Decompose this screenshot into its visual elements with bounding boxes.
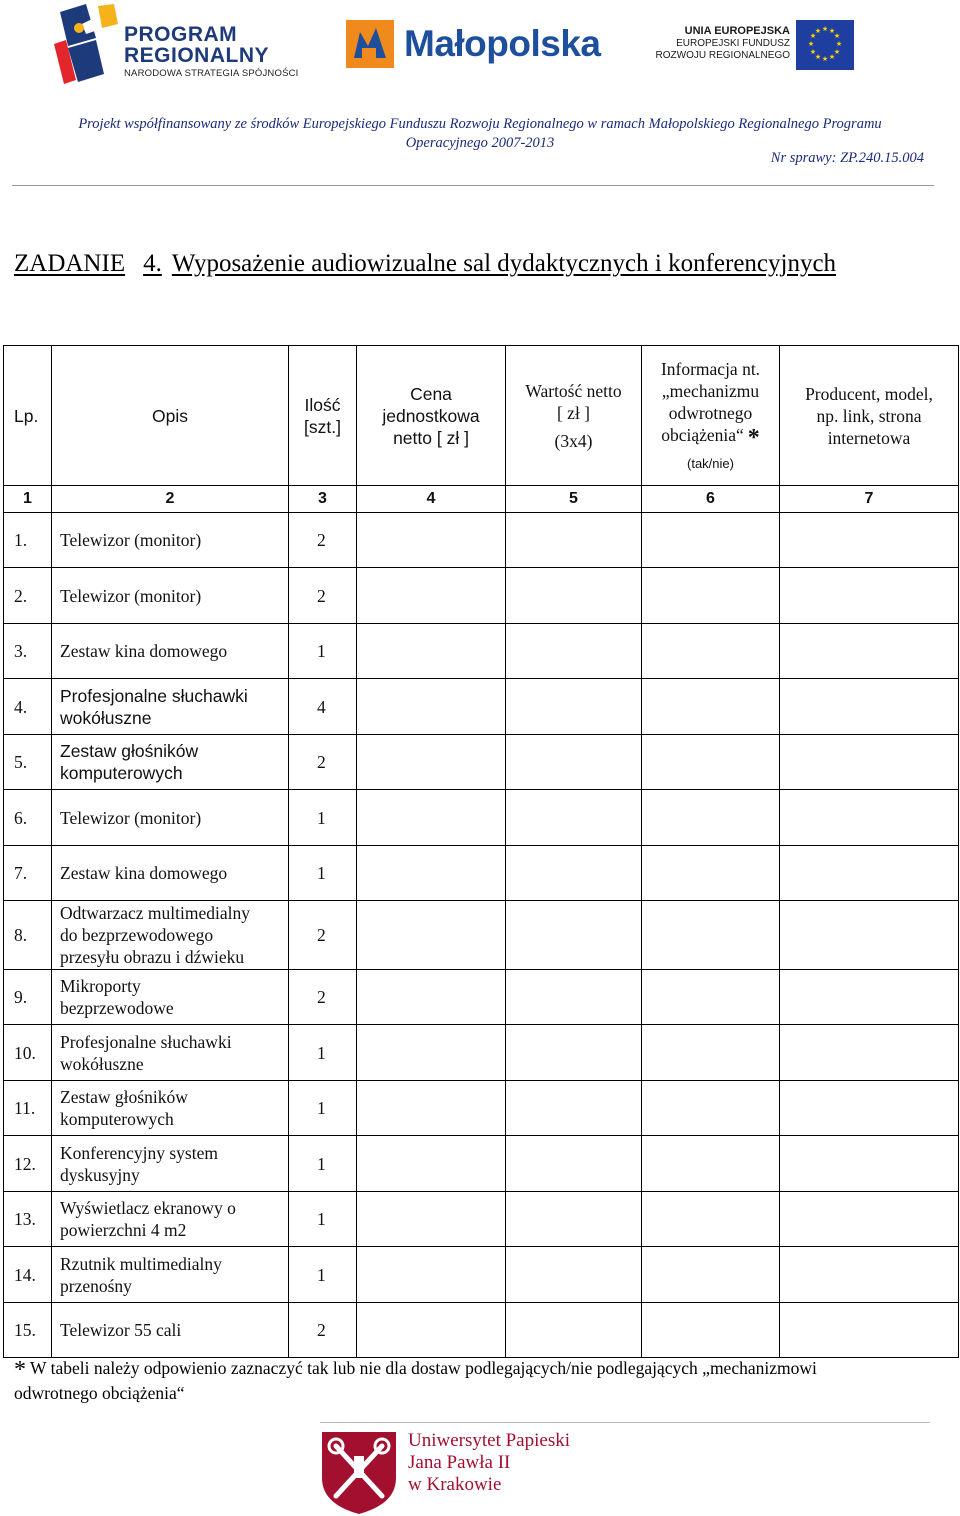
svg-text:★: ★ (828, 27, 836, 35)
column-number-row (4, 486, 959, 513)
row-opis (52, 1025, 289, 1081)
svg-text:★: ★ (821, 55, 829, 63)
row-lp: 3. (4, 624, 52, 679)
row-opis (52, 970, 289, 1025)
column-number: 2 (52, 486, 289, 513)
program-regionalny-emblem (52, 4, 122, 84)
table-row (4, 846, 959, 901)
table-row (4, 1081, 959, 1136)
unit-price-cell[interactable] (357, 1192, 506, 1247)
row-lp: 2. (4, 568, 52, 624)
row-opis-line: Profesjonalne słuchawki (60, 685, 248, 706)
row-lp: 8. (4, 901, 52, 970)
footnote-line2: odwrotnego obciążenia“ (14, 1383, 185, 1403)
unit-price-cell[interactable] (357, 735, 506, 790)
header-producent-line3: internetowa (827, 427, 911, 448)
reverse-charge-cell[interactable] (642, 735, 780, 790)
row-opis (52, 624, 289, 679)
column-number: 7 (780, 486, 959, 513)
unit-price-cell[interactable] (357, 790, 506, 846)
net-value-cell[interactable] (506, 1303, 642, 1358)
row-opis-line: Mikroporty (60, 976, 141, 996)
university-line3: w Krakowie (408, 1474, 502, 1495)
row-opis (52, 1247, 289, 1303)
reverse-charge-cell[interactable] (642, 1192, 780, 1247)
net-value-cell[interactable] (506, 735, 642, 790)
footnote-star: * (14, 1357, 26, 1383)
reverse-charge-cell[interactable] (642, 568, 780, 624)
producer-cell[interactable] (780, 901, 959, 970)
ue-line1: UNIA EUROPEJSKA (684, 25, 790, 37)
row-opis (52, 679, 289, 735)
header-cena (357, 346, 506, 486)
producer-cell[interactable] (780, 1303, 959, 1358)
university-logo (318, 1426, 618, 1514)
header-info-star: * (747, 425, 760, 451)
ue-line3: ROZWOJU REGIONALNEGO (655, 50, 790, 61)
university-crest-icon (318, 1426, 400, 1514)
producer-cell[interactable] (780, 970, 959, 1025)
row-opis-line: komputerowych (60, 1109, 174, 1129)
row-lp: 1. (4, 513, 52, 568)
row-opis-line: komputerowych (60, 763, 183, 783)
row-opis-line: Zestaw kina domowego (60, 641, 228, 661)
ue-line2: EUROPEJSKI FUNDUSZ (676, 38, 790, 49)
row-quantity: 2 (289, 568, 357, 624)
svg-text:★: ★ (807, 40, 815, 48)
table-row (4, 735, 959, 790)
header-divider (12, 185, 934, 186)
header-lp: Lp. (4, 346, 52, 486)
row-opis-line: Zestaw głośników (60, 1087, 188, 1107)
header-ilosc-line1: Ilość (304, 394, 341, 415)
unit-price-cell[interactable] (357, 901, 506, 970)
row-lp: 13. (4, 1192, 52, 1247)
row-opis-line: do bezprzewodowego (60, 925, 214, 945)
table-row (4, 513, 959, 568)
svg-text:★: ★ (809, 48, 817, 56)
row-opis (52, 1136, 289, 1192)
program-regionalny-logo (52, 4, 322, 84)
net-value-cell[interactable] (506, 1136, 642, 1192)
row-opis-line: Telewizor (monitor) (60, 530, 202, 550)
university-line1: Uniwersytet Papieski (408, 1430, 571, 1451)
row-lp: 5. (4, 735, 52, 790)
row-opis (52, 735, 289, 790)
task-title-prefix: ZADANIE (14, 250, 126, 277)
row-quantity: 2 (289, 513, 357, 568)
column-number: 1 (4, 486, 52, 513)
producer-cell[interactable] (780, 1025, 959, 1081)
unit-price-cell[interactable] (357, 1247, 506, 1303)
header-wartosc (506, 346, 642, 486)
reverse-charge-cell[interactable] (642, 1081, 780, 1136)
net-value-cell[interactable] (506, 679, 642, 735)
table-row (4, 1025, 959, 1081)
row-quantity: 1 (289, 624, 357, 679)
table-row (4, 679, 959, 735)
net-value-cell[interactable] (506, 513, 642, 568)
unit-price-cell[interactable] (357, 624, 506, 679)
unit-price-cell[interactable] (357, 513, 506, 568)
row-lp: 6. (4, 790, 52, 846)
row-quantity: 2 (289, 735, 357, 790)
unit-price-cell[interactable] (357, 1081, 506, 1136)
program-line3: NARODOWA STRATEGIA SPÓJNOŚCI (124, 68, 299, 79)
reverse-charge-cell[interactable] (642, 901, 780, 970)
reverse-charge-cell[interactable] (642, 1247, 780, 1303)
header-ilosc-line2: [szt.] (304, 416, 341, 437)
net-value-cell[interactable] (506, 790, 642, 846)
row-quantity: 1 (289, 1025, 357, 1081)
row-quantity: 1 (289, 1247, 357, 1303)
table-row (4, 1303, 959, 1358)
table-row (4, 1247, 959, 1303)
row-opis-line: wokółuszne (60, 1053, 144, 1074)
table-row (4, 1192, 959, 1247)
row-opis (52, 846, 289, 901)
reverse-charge-cell[interactable] (642, 1303, 780, 1358)
net-value-cell[interactable] (506, 568, 642, 624)
header-cena-line1: Cena (410, 383, 452, 404)
table-row (4, 1136, 959, 1192)
column-number: 6 (642, 486, 780, 513)
header-info-line1: Informacja nt. (660, 359, 761, 379)
header-wartosc-line3: (3x4) (554, 430, 593, 451)
row-opis-line: przesyłu obrazu i dźwieku (60, 947, 245, 967)
reverse-charge-cell[interactable] (642, 970, 780, 1025)
svg-text:★: ★ (833, 48, 841, 56)
header-info-line2: „mechanizmu (661, 381, 760, 401)
header-info-line3: odwrotnego (668, 403, 753, 423)
unit-price-cell[interactable] (357, 568, 506, 624)
table-row (4, 901, 959, 970)
row-opis-line: dyskusyjny (60, 1164, 140, 1185)
svg-text:★: ★ (821, 25, 829, 33)
table-header-row (4, 346, 959, 486)
header-info-line5: (tak/nie) (687, 456, 734, 471)
row-opis (52, 901, 289, 970)
unit-price-cell[interactable] (357, 846, 506, 901)
producer-cell[interactable] (780, 679, 959, 735)
row-opis-line: Odtwarzacz multimedialny (60, 903, 250, 923)
equipment-table (3, 345, 959, 1358)
net-value-cell[interactable] (506, 901, 642, 970)
unit-price-cell[interactable] (357, 679, 506, 735)
header-wartosc-line2: [ zł ] (556, 402, 591, 423)
row-opis-line: Telewizor (monitor) (60, 585, 202, 606)
row-opis-line: Wyświetlacz ekranowy o (60, 1198, 236, 1218)
table-row (4, 624, 959, 679)
net-value-cell[interactable] (506, 624, 642, 679)
producer-cell[interactable] (780, 1081, 959, 1136)
row-lp: 10. (4, 1025, 52, 1081)
row-lp: 15. (4, 1303, 52, 1358)
malopolska-logo (346, 18, 606, 74)
row-opis-line: Konferencyjny system (60, 1142, 218, 1163)
svg-text:★: ★ (814, 27, 822, 35)
malopolska-emblem (346, 18, 394, 68)
row-opis-line: Zestaw głośników (60, 741, 199, 761)
footnote (14, 1357, 949, 1405)
row-opis-line: bezprzewodowe (60, 998, 174, 1018)
header-producent (780, 346, 959, 486)
case-number: Nr sprawy: ZP.240.15.004 (770, 150, 924, 166)
row-lp: 4. (4, 679, 52, 735)
row-opis-line: Telewizor (monitor) (60, 807, 202, 828)
header-ilosc (289, 346, 357, 486)
row-quantity: 2 (289, 970, 357, 1025)
svg-text:★: ★ (835, 40, 843, 48)
column-number: 4 (357, 486, 506, 513)
task-title (14, 250, 954, 278)
row-quantity: 2 (289, 901, 357, 970)
row-opis (52, 1303, 289, 1358)
net-value-cell[interactable] (506, 1192, 642, 1247)
reverse-charge-cell[interactable] (642, 846, 780, 901)
producer-cell[interactable] (780, 1247, 959, 1303)
row-quantity: 2 (289, 1303, 357, 1358)
header-producent-line1: Producent, model, (805, 383, 933, 404)
reverse-charge-cell[interactable] (642, 1025, 780, 1081)
row-opis-line: Zestaw kina domowego (60, 863, 228, 883)
unit-price-cell[interactable] (357, 1025, 506, 1081)
table-row (4, 790, 959, 846)
header-informacja (642, 346, 780, 486)
net-value-cell[interactable] (506, 970, 642, 1025)
reverse-charge-cell[interactable] (642, 624, 780, 679)
reverse-charge-cell[interactable] (642, 790, 780, 846)
producer-cell[interactable] (780, 568, 959, 624)
producer-cell[interactable] (780, 1136, 959, 1192)
row-lp: 9. (4, 970, 52, 1025)
column-number: 5 (506, 486, 642, 513)
row-quantity: 1 (289, 790, 357, 846)
producer-cell[interactable] (780, 1192, 959, 1247)
svg-text:★: ★ (809, 32, 817, 40)
row-opis (52, 513, 289, 568)
net-value-cell[interactable] (506, 1247, 642, 1303)
row-quantity: 1 (289, 1192, 357, 1247)
producer-cell[interactable] (780, 513, 959, 568)
net-value-cell[interactable] (506, 1081, 642, 1136)
row-opis (52, 790, 289, 846)
row-lp: 7. (4, 846, 52, 901)
project-line1: Projekt współfinansowany ze środków Europejskiego Funduszu Rozwoju Regionalnego w ramach Małopolskiego Regionalnego Programu (78, 116, 882, 132)
row-opis-line: Profesjonalne słuchawki (60, 1031, 232, 1052)
unit-price-cell[interactable] (357, 970, 506, 1025)
reverse-charge-cell[interactable] (642, 679, 780, 735)
header-cena-line2: jednostkowa (382, 405, 480, 426)
svg-text:★: ★ (833, 32, 841, 40)
row-opis (52, 1192, 289, 1247)
reverse-charge-cell[interactable] (642, 513, 780, 568)
svg-text:★: ★ (814, 53, 822, 61)
row-quantity: 1 (289, 1136, 357, 1192)
header-wartosc-line1: Wartość netto (525, 380, 622, 401)
net-value-cell[interactable] (506, 1025, 642, 1081)
header-producent-line2: np. link, strona (816, 405, 922, 426)
malopolska-name: Małopolska (404, 23, 601, 64)
producer-cell[interactable] (780, 735, 959, 790)
row-opis-line: przenośny (60, 1275, 132, 1296)
row-opis (52, 1081, 289, 1136)
row-lp: 12. (4, 1136, 52, 1192)
task-title-text: Wyposażenie audiowizualne sal dydaktycznych i konferencyjnych (171, 250, 837, 277)
eu-flag-icon (796, 20, 854, 70)
ue-logo (640, 20, 855, 72)
row-quantity: 4 (289, 679, 357, 735)
row-opis-line: Telewizor 55 cali (60, 1320, 182, 1340)
program-line1: PROGRAM (124, 23, 238, 46)
producer-cell[interactable] (780, 624, 959, 679)
row-opis-line: wokółuszne (60, 707, 152, 728)
project-line2: Operacyjnego 2007-2013 (405, 135, 555, 151)
row-lp: 14. (4, 1247, 52, 1303)
table-row (4, 568, 959, 624)
header-opis: Opis (52, 346, 289, 486)
row-opis-line: powierzchni 4 m2 (60, 1220, 187, 1240)
program-line2: REGIONALNY (124, 44, 270, 67)
task-title-number: 4. (143, 250, 162, 277)
project-cofinancing-note (0, 115, 960, 153)
row-quantity: 1 (289, 846, 357, 901)
svg-text:★: ★ (828, 53, 836, 61)
university-line2: Jana Pawła II (408, 1452, 511, 1473)
unit-price-cell[interactable] (357, 1136, 506, 1192)
footer-divider (320, 1422, 930, 1423)
net-value-cell[interactable] (506, 846, 642, 901)
header-info-line4: obciążenia“ (661, 425, 744, 445)
row-quantity: 1 (289, 1081, 357, 1136)
producer-cell[interactable] (780, 846, 959, 901)
header-cena-line3: netto [ zł ] (393, 427, 469, 448)
column-number: 3 (289, 486, 357, 513)
row-lp: 11. (4, 1081, 52, 1136)
unit-price-cell[interactable] (357, 1303, 506, 1358)
producer-cell[interactable] (780, 790, 959, 846)
row-opis (52, 568, 289, 624)
reverse-charge-cell[interactable] (642, 1136, 780, 1192)
footnote-line1: W tabeli należy odpowienio zaznaczyć tak lub nie dla dostaw podlegających/nie podlegających „mechanizmowi (30, 1358, 817, 1378)
table-row (4, 970, 959, 1025)
header-logos (0, 0, 960, 110)
row-opis-line: Rzutnik multimedialny (60, 1253, 222, 1274)
